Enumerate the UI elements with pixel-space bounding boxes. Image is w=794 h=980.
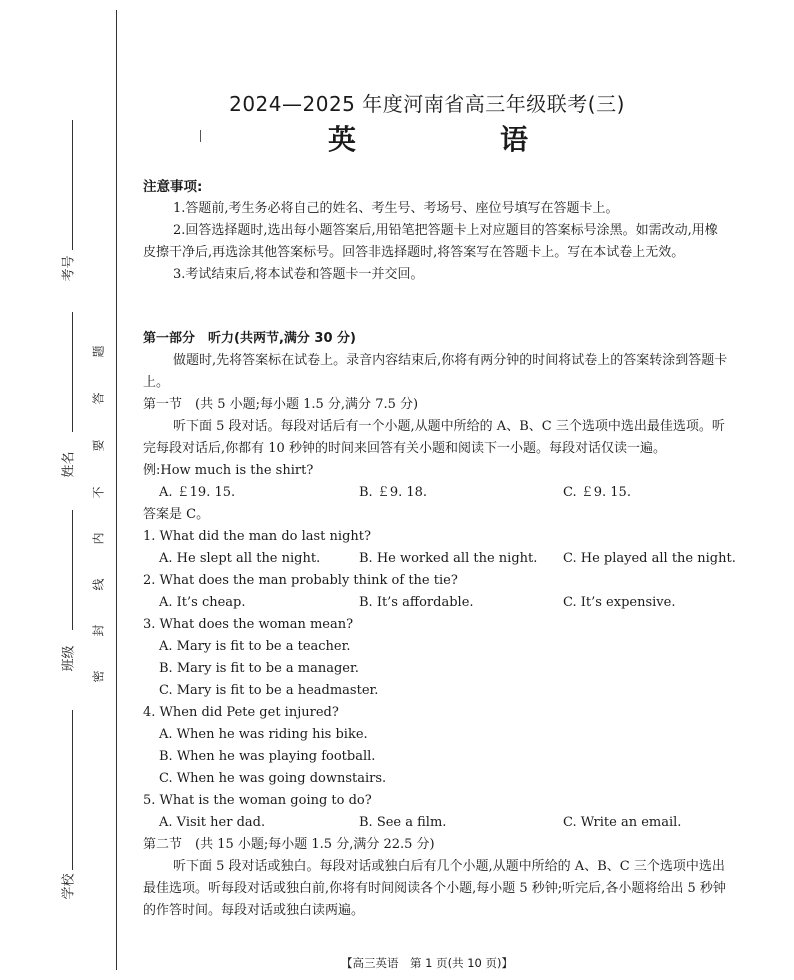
- name-label: 姓名: [61, 451, 77, 478]
- section1-heading: 第一节 (共 5 小题;每小题 1.5 分,满分 7.5 分): [143, 397, 419, 412]
- option-a: A. Mary is fit to be a teacher.: [159, 639, 351, 654]
- notice-heading: 注意事项:: [143, 179, 203, 195]
- seal-char: 密: [91, 670, 106, 683]
- page-footer: 【高三英语 第 1 页(共 10 页)】: [340, 956, 514, 970]
- class-label: 班级: [61, 645, 77, 672]
- question-2-options: [143, 592, 728, 614]
- option-c: C. Write an email.: [563, 815, 682, 830]
- option-b: B. ￡9. 18.: [359, 485, 428, 500]
- exam-title: 2024—2025 年度河南省高三年级联考(三): [229, 92, 625, 116]
- section2-heading: 第二节 (共 15 小题;每小题 1.5 分,满分 22.5 分): [143, 837, 435, 852]
- question-3: 3. What does the woman mean?: [143, 617, 354, 632]
- seal-char: 封: [91, 624, 106, 637]
- seal-char: 不: [91, 486, 106, 499]
- option-c: C. Mary is fit to be a headmaster.: [159, 683, 379, 698]
- name-rule: [72, 312, 73, 432]
- seal-char: 题: [91, 345, 106, 358]
- question-2: 2. What does the man probably think of the tie?: [143, 573, 458, 588]
- option-a: A. Visit her dad.: [159, 815, 266, 830]
- question-1: 1. What did the man do last night?: [143, 529, 371, 544]
- class-rule: [72, 510, 73, 630]
- notice-item: 3.考试结束后,将本试卷和答题卡一并交回。: [173, 267, 424, 282]
- school-rule: [72, 710, 73, 870]
- example-answer: 答案是 C。: [143, 507, 210, 522]
- option-c: C. When he was going downstairs.: [159, 771, 387, 786]
- option-c: C. He played all the night.: [563, 551, 736, 566]
- section1-instructions: 听下面 5 段对话。每段对话后有一个小题,从题中所给的 A、B、C 三个选项中选出最佳选项。听完每段对话后,你都有 10 秒钟的时间来回答有关小题和阅读下一小题。每段对话仅读一遍。: [143, 419, 725, 456]
- notice-item: 1.答题前,考生务必将自己的姓名、考生号、考场号、座位号填写在答题卡上。: [173, 201, 619, 216]
- seal-char: 内: [91, 532, 106, 545]
- option-a: A. It’s cheap.: [159, 595, 246, 610]
- seal-char: 要: [91, 439, 106, 452]
- part1-heading: 第一部分 听力(共两节,满分 30 分): [143, 331, 356, 346]
- subject-title: 英 语: [327, 123, 586, 156]
- option-b: B. See a film.: [359, 815, 447, 830]
- option-b: B. He worked all the night.: [359, 551, 538, 566]
- option-c: C. It’s expensive.: [563, 595, 676, 610]
- notice-block: [143, 176, 728, 286]
- example-question: 例:How much is the shirt?: [143, 463, 314, 478]
- part1-intro: 做题时,先将答案标在试卷上。录音内容结束后,你将有两分钟的时间将试卷上的答案转涂到答题卡上。: [143, 353, 728, 390]
- school-label: 学校: [61, 873, 77, 900]
- question-4: 4. When did Pete get injured?: [143, 705, 339, 720]
- seal-char: 答: [91, 392, 106, 405]
- part1-block: [143, 328, 736, 922]
- example-options: [143, 482, 728, 504]
- notice-item: 2.回答选择题时,选出每小题答案后,用铅笔把答题卡上对应题目的答案标号涂黑。如需改动,用橡皮擦干净后,再选涂其他答案标号。回答非选择题时,将答案写在答题卡上。写在本试卷上无效。: [143, 223, 718, 260]
- option-a: A. He slept all the night.: [159, 551, 321, 566]
- option-b: B. It’s affordable.: [359, 595, 474, 610]
- option-a: A. When he was riding his bike.: [159, 727, 368, 742]
- section2-instructions: 听下面 5 段对话或独白。每段对话或独白后有几个小题,从题中所给的 A、B、C 三个选项中选出最佳选项。听每段对话或独白前,你将有时间阅读各个小题,每小题 5 秒钟;听完后,各小题将给出 5 秒钟的作答时间。每段对话或独白读两遍。: [143, 859, 726, 918]
- option-b: B. Mary is fit to be a manager.: [159, 661, 359, 676]
- seal-char: 线: [91, 578, 106, 591]
- option-c: C. ￡9. 15.: [563, 485, 631, 500]
- option-a: A. ￡19. 15.: [159, 485, 236, 500]
- exam-number-label: 考号: [61, 255, 77, 282]
- question-5: 5. What is the woman going to do?: [143, 793, 372, 808]
- question-5-options: [143, 812, 728, 834]
- question-1-options: [143, 548, 736, 570]
- option-b: B. When he was playing football.: [159, 749, 376, 764]
